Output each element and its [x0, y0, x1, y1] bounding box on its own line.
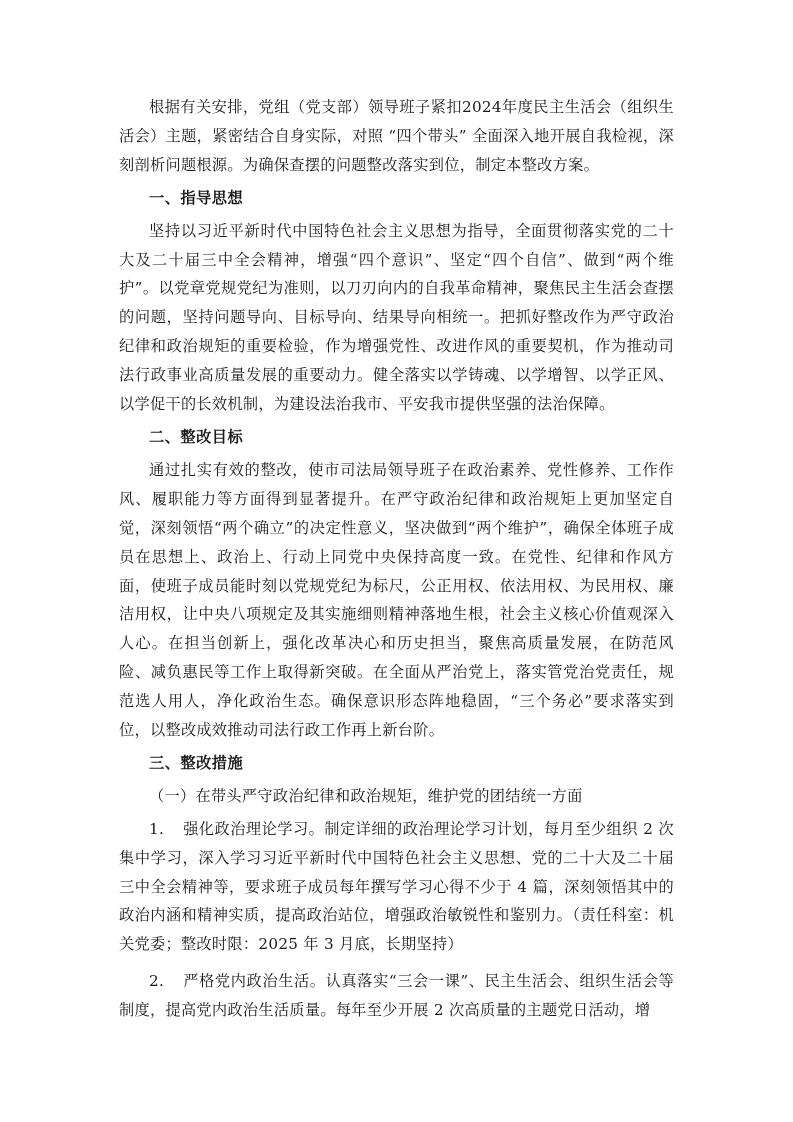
section-heading-guiding-ideology: 一、指导思想	[149, 188, 244, 207]
rectification-goals-paragraph: 通过扎实有效的整改，使市司法局领导班子在政治素养、党性修养、工作作风、履职能力等方面得到显著提升。在严守政治纪律和政治规矩上更加坚定自觉，深刻领悟“两个确立”的决定性意义，坚决做到“两个维护”，确保全体班子成员在思想上、政治上、行动上同党中央保持高度一致。在党性、纪律和作风方面，使班子成员能时刻以党规党纪为标尺，公正用权、依法用权、为民用权、廉洁用权，让中央八项规定及其实施细则精神落地生根，社会主义核心价值观深入人心。在担当创新上，强化改革决心和历史担当，聚焦高质量发展，在防范风险、减负惠民等工作上取得新突破。在全面从严治党上，落实管党治党责任，规范选人用人，净化政治生态。确保意识形态阵地稳固，“三个务必”要求落实到位，以整改成效推动司法行政工作再上新台阶。	[119, 460, 674, 740]
guiding-ideology-paragraph: 坚持以习近平新时代中国特色社会主义思想为指导，全面贯彻落实党的二十大及二十届三中全会精神，增强“四个意识”、坚定“四个自信”、做到“两个维护”。以党章党规党纪为准则，以刀刃向内的自我革命精神，聚焦民主生活会查摆的问题，坚持问题导向、目标导向、结果导向相统一。把抓好整改作为严守政治纪律和政治规矩的重要检验，作为增强党性、改进作风的重要契机，作为推动司法行政事业高质量发展的重要动力。健全落实以学铸魂、以学增智、以学正风、以学促干的长效机制，为建设法治我市、平安我市提供坚强的法治保障。	[119, 221, 674, 414]
measure-item-text: 强化政治理论学习。制定详细的政治理论学习计划，每月至少组织 2 次集中学习，深入学习习近平新时代中国特色社会主义思想、党的二十大及二十届三中全会精神等，要求班子成员每年撰写学习心得不少于 4 篇，深刻领悟其中的政治内涵和精神实质，提高政治站位，增强政治敏锐性和鉴别力。（责任科室：机关党委；整改时限：2025 年 3 月底，长期坚持）	[119, 819, 674, 954]
measure-item	[119, 815, 674, 960]
intro-paragraph: 根据有关安排，党组（党支部）领导班子紧扣2024年度民主生活会（组织生活会）主题，紧密结合自身实际，对照 “四个带头” 全面深入地开展自我检视，深刻剖析问题根源。为确保查摆的问题整改落实到位，制定本整改方案。	[119, 98, 674, 174]
section-heading-rectification-measures: 三、整改措施	[149, 753, 244, 772]
measure-item	[119, 967, 674, 1025]
measure-item-text: 严格党内政治生活。认真落实“三会一课”、民主生活会、组织生活会等制度，提高党内政治生活质量。每年至少开展 2 次高质量的主题党日活动，增	[119, 972, 674, 1020]
section-heading-rectification-goals: 二、整改目标	[149, 427, 244, 446]
measure-item-number: 2.	[149, 972, 165, 991]
measures-subheading: （一）在带头严守政治纪律和政治规矩，维护党的团结统一方面	[149, 786, 583, 805]
measure-item-number: 1.	[149, 819, 165, 838]
